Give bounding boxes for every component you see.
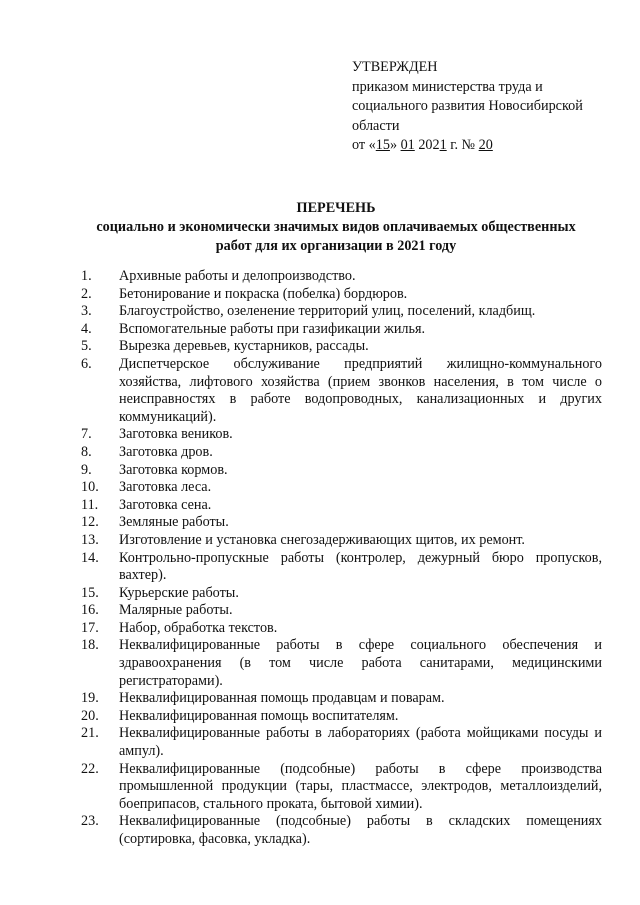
list-item-number: 10.: [81, 479, 99, 496]
list-item-number: 17.: [81, 619, 99, 636]
list-item-text: Заготовка кормов.: [119, 461, 228, 478]
list-item-text: Контрольно-пропускные работы (контролер, дежурный бюро пропусков, вахтер).: [119, 549, 602, 584]
list-item: [81, 708, 602, 726]
date-after-year: г. №: [446, 137, 479, 153]
list-item-number: 1.: [81, 268, 92, 284]
approval-order-line: приказом министерства труда и: [352, 78, 543, 95]
list-item: [81, 268, 602, 286]
list-item: [81, 690, 602, 708]
date-month: 01: [400, 137, 415, 153]
title-heading: ПЕРЕЧЕНЬ: [296, 200, 376, 216]
list-item-number: 15.: [81, 584, 99, 601]
approval-region-line: области: [352, 117, 400, 134]
list-item-number: 2.: [81, 285, 92, 302]
list-item-text: Заготовка веников.: [119, 426, 233, 443]
list-item: [81, 426, 602, 444]
list-item-number: 4.: [81, 320, 92, 337]
list-item-number: 14.: [81, 549, 99, 566]
list-item: [81, 479, 602, 497]
approval-stamp: [352, 58, 612, 156]
list-item-number: 13.: [81, 531, 99, 548]
list-item-number: 16.: [81, 602, 99, 619]
list-item-text: Заготовка дров.: [119, 443, 213, 460]
approval-date-line: [352, 136, 612, 156]
list-item: [81, 813, 602, 848]
list-item: [81, 620, 602, 638]
list-item-text: Заготовка сена.: [119, 496, 212, 513]
approval-title: УТВЕРЖДЕН: [352, 59, 438, 75]
order-number: 20: [478, 137, 493, 153]
list-item: [81, 514, 602, 532]
date-day: 15: [375, 137, 390, 153]
list-item-text: Неквалифицированные (подсобные) работы в складских помещениях (сортировка, фасовка, укладка).: [119, 813, 602, 847]
list-item: [81, 444, 602, 462]
date-year-prefix: 202: [414, 137, 440, 153]
list-item-text: Архивные работы и делопроизводство.: [119, 268, 356, 284]
list-item: [81, 725, 602, 760]
document-title: [60, 199, 612, 256]
list-item-number: 11.: [81, 496, 99, 513]
list-item: [81, 286, 602, 304]
list-item-number: 6.: [81, 355, 92, 372]
list-item-text: Земляные работы.: [119, 514, 229, 531]
list-item-text: Вырезка деревьев, кустарников, рассады.: [119, 338, 369, 355]
list-item-number: 20.: [81, 707, 99, 724]
list-item: [81, 602, 602, 620]
list-item: [81, 637, 602, 690]
list-item-text: Бетонирование и покраска (побелка) бордюров.: [119, 285, 408, 302]
list-item-number: 18.: [81, 637, 99, 654]
list-item-text: Вспомогательные работы при газификации жилья.: [119, 320, 426, 337]
list-item-number: 9.: [81, 461, 92, 478]
list-item-text: Неквалифицированная помощь продавцам и поварам.: [119, 690, 445, 707]
works-list: [81, 268, 602, 849]
list-item-number: 7.: [81, 426, 92, 443]
list-item-text: Диспетчерское обслуживание предприятий жилищно-коммунального хозяйства, лифтового хозяйства (прием звонков населения, в том числе о неисправностях в работе водопроводных, канализационных и других коммуникаций).: [119, 355, 602, 425]
list-item-text: Неквалифицированные работы в лабораториях (работа мойщиками посуды и ампул).: [119, 725, 602, 760]
list-item-number: 21.: [81, 725, 99, 742]
date-prefix: от «: [352, 137, 376, 153]
list-item: [81, 321, 602, 339]
list-item: [81, 550, 602, 585]
list-item-text: Изготовление и установка снегозадерживающих щитов, их ремонт.: [119, 531, 525, 548]
list-item: [81, 338, 602, 356]
list-item-number: 8.: [81, 443, 92, 460]
approval-ministry-line: социального развития Новосибирской: [352, 98, 583, 114]
list-item-text: Курьерские работы.: [119, 584, 239, 601]
list-item-number: 12.: [81, 514, 99, 531]
list-item-number: 19.: [81, 690, 99, 707]
title-subheading-line-1: социально и экономически значимых видов оплачиваемых общественных: [96, 219, 576, 235]
list-item-number: 23.: [81, 813, 99, 830]
list-item-number: 5.: [81, 338, 92, 355]
list-item-text: Неквалифицированные (подсобные) работы в сфере производства промышленной продукции (тары, пластмассе, электродов, металлоизделий, боеприпасов, стального проката, бытовой химии).: [119, 760, 602, 812]
list-item: [81, 761, 602, 814]
list-item: [81, 585, 602, 603]
list-item-number: 3.: [81, 303, 92, 320]
list-item-number: 22.: [81, 760, 99, 777]
list-item: [81, 462, 602, 480]
list-item-text: Заготовка леса.: [119, 479, 212, 496]
list-item-text: Неквалифицированная помощь воспитателям.: [119, 707, 399, 724]
list-item: [81, 532, 602, 550]
date-year-suffix: 1: [439, 137, 447, 153]
list-item-text: Малярные работы.: [119, 602, 233, 619]
date-mid: »: [389, 137, 401, 153]
list-item: [81, 303, 602, 321]
list-item-text: Набор, обработка текстов.: [119, 619, 278, 636]
list-item-text: Неквалифицированные работы в сфере социального обеспечения и здравоохранения (в том числе работа санитарами, медицинскими регистраторами).: [119, 637, 602, 689]
list-item-text: Благоустройство, озеленение территорий улиц, поселений, кладбищ.: [119, 303, 536, 320]
title-subheading-line-2: работ для их организации в 2021 году: [215, 238, 457, 254]
list-item: [81, 497, 602, 515]
list-item: [81, 356, 602, 426]
